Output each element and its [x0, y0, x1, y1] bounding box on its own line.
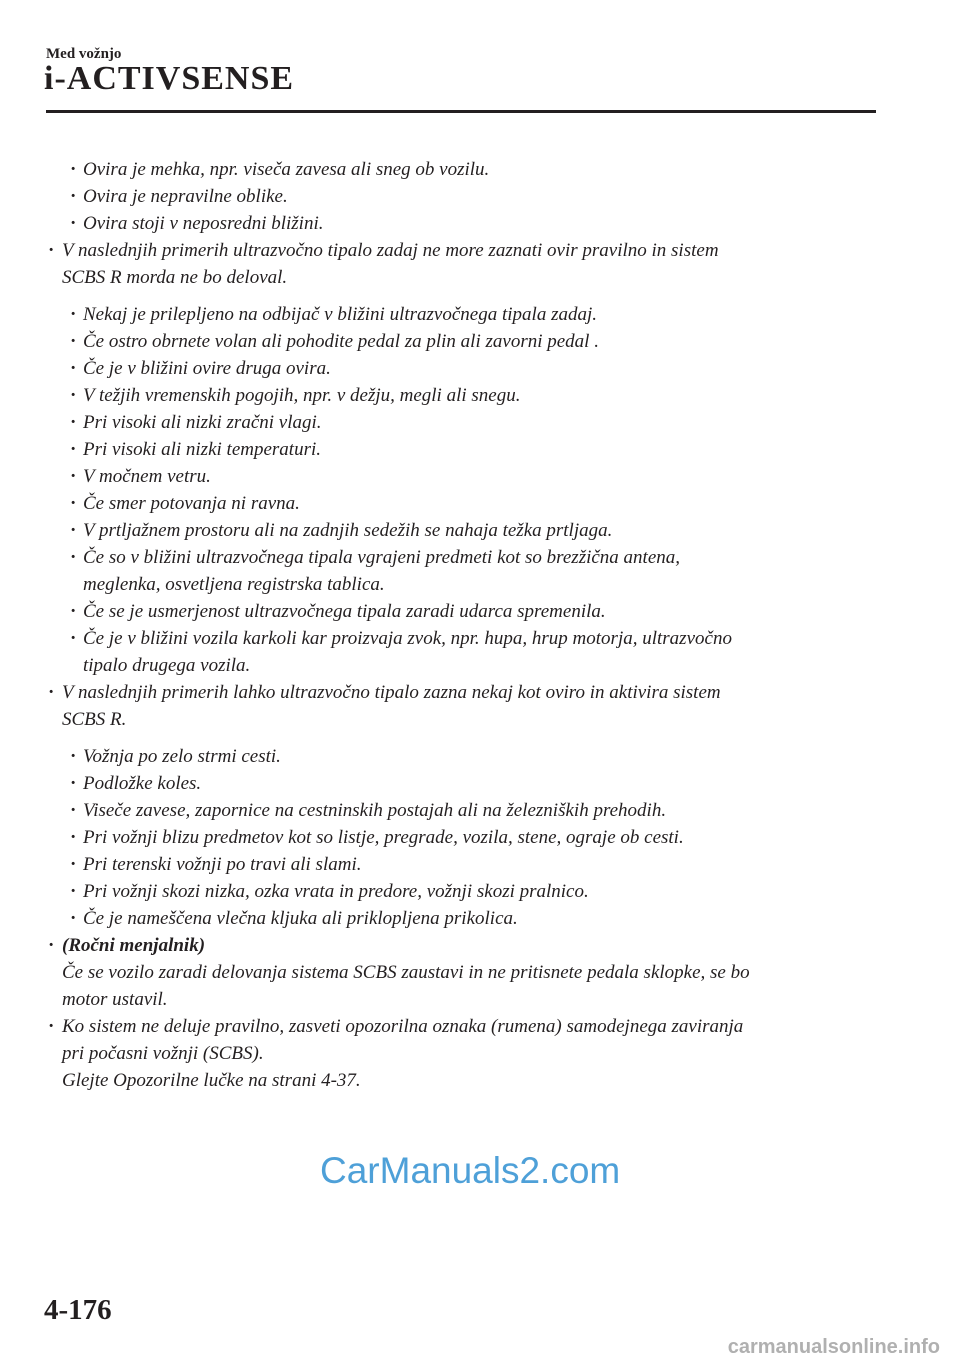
item-line: tipalo drugega vozila. — [83, 655, 251, 676]
section-label: Med vožnjo — [46, 46, 122, 62]
item-line: meglenka, osvetljena registrska tablica. — [83, 574, 385, 595]
sub-bullet-item — [46, 490, 886, 517]
item-line: · Podložke koles. — [83, 773, 202, 794]
sub-bullet-item — [46, 382, 886, 409]
item-line: · Viseče zavese, zapornice na cestninskih postajah ali na železniških prehodih. — [83, 800, 667, 821]
bullet-item — [46, 679, 886, 733]
header-rule — [46, 110, 876, 113]
item-line: · Vožnja po zelo strmi cesti. — [83, 746, 281, 767]
page-title: i-ACTIVSENSE — [44, 60, 295, 97]
sub-bullet-item — [46, 328, 886, 355]
item-line: · Če je nameščena vlečna kljuka ali priklopljena prikolica. — [83, 908, 518, 929]
item-line: · Če so v bližini ultrazvočnega tipala vgrajeni predmeti kot so brezžična antena, — [83, 547, 681, 568]
item-line: · Če je v bližini vozila karkoli kar proizvaja zvok, npr. hupa, hrup motorja, ultrazvočno — [83, 628, 732, 649]
item-line: · Če se je usmerjenost ultrazvočnega tipala zaradi udarca spremenila. — [83, 601, 606, 622]
sub-bullet-item — [46, 544, 886, 598]
item-line: · V močnem vetru. — [83, 466, 211, 487]
footer-watermark: carmanualsonline.info — [727, 1336, 940, 1358]
item-line: · Pri vožnji skozi nizka, ozka vrata in predore, vožnji skozi pralnico. — [83, 881, 589, 902]
item-line: pri počasni vožnji (SCBS). — [62, 1043, 264, 1064]
bullet-item — [46, 932, 886, 1013]
sub-bullet-item — [46, 183, 886, 210]
item-line: · Če smer potovanja ni ravna. — [83, 493, 300, 514]
sub-bullet-item — [46, 878, 886, 905]
sub-bullet-item — [46, 824, 886, 851]
item-line: motor ustavil. — [62, 989, 168, 1010]
item-line: · Pri vožnji blizu predmetov kot so listje, pregrade, vozila, stene, ograje ob cesti. — [83, 827, 684, 848]
item-line: Če se vozilo zaradi delovanja sistema SCBS zaustavi in ne pritisnete pedala sklopke, se bo — [62, 962, 750, 983]
item-line: · Če je v bližini ovire druga ovira. — [83, 358, 331, 379]
sub-bullet-item — [46, 156, 886, 183]
sub-bullet-item — [46, 743, 886, 770]
item-line: · Ko sistem ne deluje pravilno, zasveti opozorilna oznaka (rumena) samodejnega zaviranja — [62, 1016, 744, 1037]
item-line: · (Ročni menjalnik) — [62, 935, 206, 956]
item-line: SCBS R morda ne bo deloval. — [62, 267, 288, 288]
item-line: · V prtljažnem prostoru ali na zadnjih sedežih se nahaja težka prtljaga. — [83, 520, 613, 541]
item-line: Glejte Opozorilne lučke na strani 4-37. — [62, 1070, 361, 1091]
item-line: · Ovira stoji v neposredni bližini. — [83, 213, 324, 234]
item-line: · V naslednjih primerih ultrazvočno tipalo zadaj ne more zaznati ovir pravilno in sistem — [62, 240, 719, 261]
sub-bullet-item — [46, 463, 886, 490]
sub-bullet-item — [46, 851, 886, 878]
sub-bullet-item — [46, 436, 886, 463]
sub-bullet-item — [46, 355, 886, 382]
item-line: · Pri terenski vožnji po travi ali slami. — [83, 854, 362, 875]
item-line: · Ovira je nepravilne oblike. — [83, 186, 288, 207]
page-number: 4-176 — [44, 1294, 112, 1326]
sub-bullet-item — [46, 797, 886, 824]
sub-bullet-item — [46, 409, 886, 436]
item-line: · Pri visoki ali nizki zračni vlagi. — [83, 412, 322, 433]
bullet-item — [46, 237, 886, 291]
item-line: SCBS R. — [62, 709, 127, 730]
sub-bullet-item — [46, 301, 886, 328]
item-line: · Pri visoki ali nizki temperaturi. — [83, 439, 322, 460]
manual-content — [46, 156, 886, 1094]
item-line: · Če ostro obrnete volan ali pohodite pedal za plin ali zavorni pedal . — [83, 331, 599, 352]
item-line: · V težjih vremenskih pogojih, npr. v dežju, megli ali snegu. — [83, 385, 521, 406]
sub-bullet-item — [46, 598, 886, 625]
sub-bullet-item — [46, 625, 886, 679]
item-line: · Ovira je mehka, npr. viseča zavesa ali sneg ob vozilu. — [83, 159, 490, 180]
sub-bullet-item — [46, 517, 886, 544]
watermark-logo: CarManuals2.com — [320, 1150, 621, 1191]
sub-bullet-item — [46, 210, 886, 237]
item-line: · V naslednjih primerih lahko ultrazvočno tipalo zazna nekaj kot oviro in aktivira sistem — [62, 682, 721, 703]
sub-bullet-item — [46, 905, 886, 932]
sub-bullet-item — [46, 770, 886, 797]
item-line: · Nekaj je prilepljeno na odbijač v bližini ultrazvočnega tipala zadaj. — [83, 304, 597, 325]
bullet-item — [46, 1013, 886, 1094]
